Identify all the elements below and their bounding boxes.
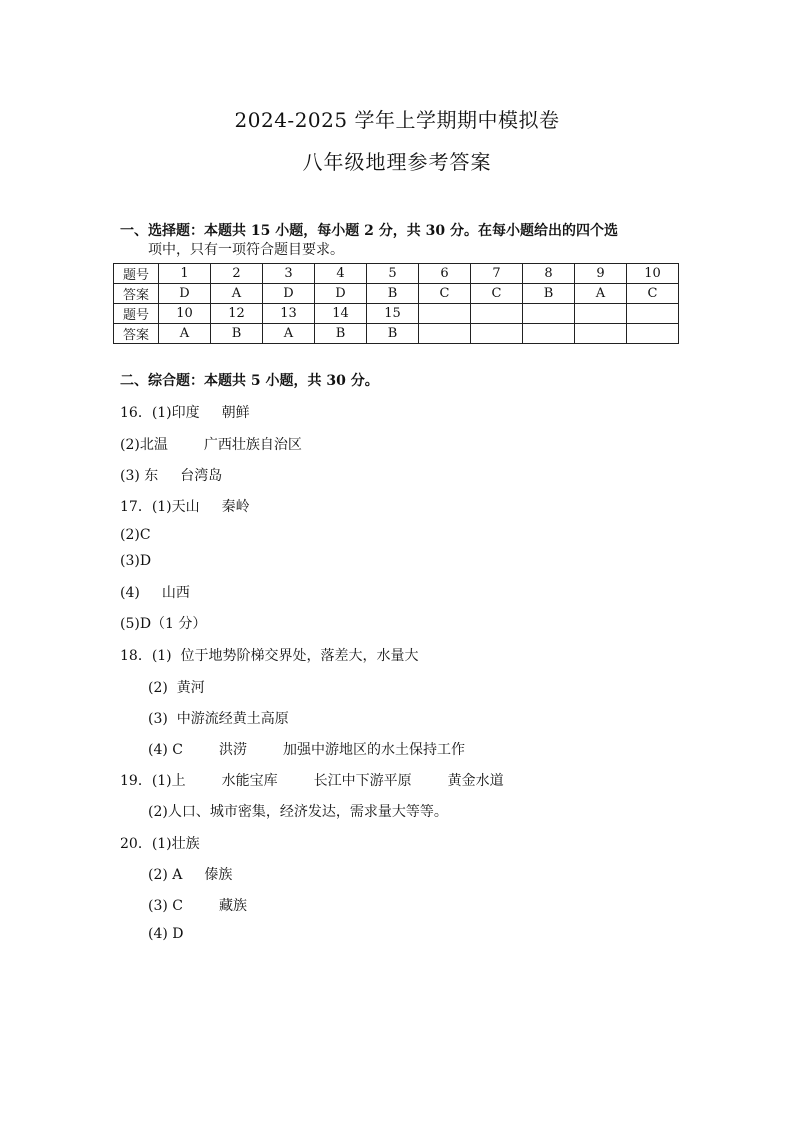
table-cell [523, 304, 575, 324]
table-cell: 14 [315, 304, 367, 324]
table-row-label: 题号 [114, 264, 159, 284]
answer-19-2: (2)人口、城市密集，经济发达，需求量大等等。 [148, 804, 448, 820]
table-cell: C [419, 284, 471, 304]
answer-17-1: 17．(1)天山 秦岭 [120, 499, 250, 515]
table-cell [523, 324, 575, 344]
table-cell: D [263, 284, 315, 304]
table-cell: 5 [367, 264, 419, 284]
answer-17-3: (3)D [120, 553, 152, 569]
table-cell: 4 [315, 264, 367, 284]
answer-18-4: (4) C 洪涝 加强中游地区的水土保持工作 [148, 742, 465, 758]
table-cell: B [367, 324, 419, 344]
table-cell: A [211, 284, 263, 304]
table-cell [575, 304, 627, 324]
table-cell: 15 [367, 304, 419, 324]
answer-18-1: 18．(1) 位于地势阶梯交界处，落差大，水量大 [120, 648, 419, 664]
answer-20-4: (4) D [148, 926, 184, 942]
table-cell: 6 [419, 264, 471, 284]
page-subtitle: 八年级地理参考答案 [302, 150, 492, 174]
table-row [114, 324, 679, 344]
table-cell: 10 [627, 264, 679, 284]
table-cell [471, 324, 523, 344]
table-row [114, 304, 679, 324]
table-cell [627, 324, 679, 344]
page-title: 2024-2025 学年上学期期中模拟卷 [234, 108, 560, 132]
table-cell [471, 304, 523, 324]
section1-heading-cont: 项中，只有一项符合题目要求。 [148, 242, 344, 258]
table-row-label: 题号 [114, 304, 159, 324]
section2-heading: 二、综合题：本题共 5 小题，共 30 分。 [120, 373, 379, 389]
table-cell: 3 [263, 264, 315, 284]
section1-heading-bold-tail: 在每小题给出的四个选 [477, 223, 618, 239]
table-cell: B [211, 324, 263, 344]
table-cell [419, 324, 471, 344]
table-cell: A [263, 324, 315, 344]
answer-20-2: (2) A 傣族 [148, 867, 233, 883]
table-cell: 2 [211, 264, 263, 284]
table-row-label: 答案 [114, 284, 159, 304]
answer-16-2: (2)北温 广西壮族自治区 [120, 437, 302, 453]
answer-17-4: (4) 山西 [120, 585, 190, 601]
table-cell: B [315, 324, 367, 344]
table-cell [419, 304, 471, 324]
answer-20-3: (3) C 藏族 [148, 898, 247, 914]
answer-17-5: (5)D（1 分） [120, 616, 207, 632]
table-cell: A [575, 284, 627, 304]
table-cell: 10 [159, 304, 211, 324]
table-cell: D [159, 284, 211, 304]
answer-16-1: 16．(1)印度 朝鲜 [120, 405, 250, 421]
table-row-label: 答案 [114, 324, 159, 344]
table-cell [627, 304, 679, 324]
answer-17-2: (2)C [120, 527, 151, 543]
table-cell: B [367, 284, 419, 304]
table-cell: 8 [523, 264, 575, 284]
table-cell: B [523, 284, 575, 304]
table-cell: C [471, 284, 523, 304]
answer-19-1: 19．(1)上 水能宝库 长江中下游平原 黄金水道 [120, 773, 504, 789]
table-cell: D [315, 284, 367, 304]
answer-table [113, 263, 679, 344]
section1-heading-text: 一、选择题：本题共 15 小题，每小题 2 分，共 30 分。 [120, 223, 478, 239]
table-cell: C [627, 284, 679, 304]
table-cell [575, 324, 627, 344]
table-cell: 1 [159, 264, 211, 284]
answer-18-3: (3) 中游流经黄土高原 [148, 711, 289, 727]
table-cell: 9 [575, 264, 627, 284]
table-row [114, 264, 679, 284]
answer-20-1: 20．(1)壮族 [120, 836, 200, 852]
table-cell: 12 [211, 304, 263, 324]
table-cell: 7 [471, 264, 523, 284]
table-row [114, 284, 679, 304]
answer-16-3: (3) 东 台湾岛 [120, 468, 223, 484]
answer-18-2: (2) 黄河 [148, 680, 205, 696]
table-cell: A [159, 324, 211, 344]
section1-heading [120, 222, 690, 260]
table-cell: 13 [263, 304, 315, 324]
